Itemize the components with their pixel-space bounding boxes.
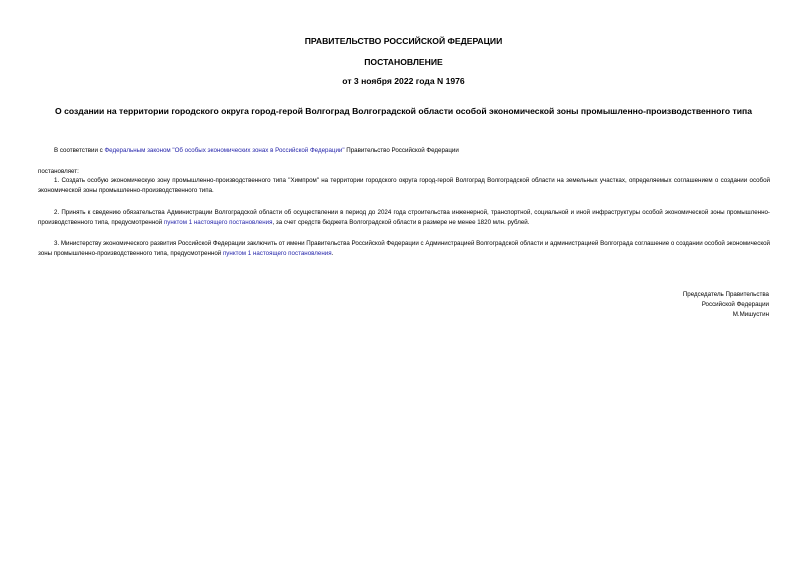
document-title: О создании на территории городского округа город-герой Волгоград Волгоградской области особой экономической зоны промышленно-производственного типа	[55, 106, 752, 116]
signature-name: М.Мишустин	[732, 311, 769, 318]
resolves-text: постановляет:	[38, 168, 79, 175]
point-1-link[interactable]: пунктом 1 настоящего постановления	[222, 250, 332, 257]
paragraph-1: 1. Создать особую экономическую зону промышленно-производственного типа "Химпром" на территории городского округа город-герой Волгоград Волгоградской области на земельных участках, определяемых соглашением о создании особой экономической зоны промышленно-производственного типа.	[38, 177, 770, 194]
paragraph-3-prefix: 3. Министерству экономического развития Российской Федерации заключить от имени Правительства Российской Федерации с Администрацией Волгоградской области и администрацией Волгограда соглашение о создании особой экономической зоны промышленно-производственного типа, предусмотренной	[38, 240, 770, 257]
date-number-heading: от 3 ноября 2022 года N 1976	[342, 76, 465, 86]
point-1-link[interactable]: пунктом 1 настоящего постановления	[163, 219, 273, 226]
paragraph-2-suffix: , за счет средств бюджета Волгоградской области в размере не менее 1820 млн. рублей.	[272, 219, 530, 226]
paragraph-2	[38, 208, 770, 228]
intro-paragraph	[38, 146, 770, 156]
federal-law-link[interactable]: Федеральным законом "Об особых экономических зонах в Российской Федерации"	[104, 147, 345, 154]
signature-org: Российской Федерации	[701, 301, 769, 308]
paragraph-2-prefix: 2. Принять к сведению обязательства Администрации Волгоградской области об осуществлении в период до 2024 года строительства инженерной, транспортной, социальной и иной инфраструктуры особой экономической зоны промышленно-производственного типа, предусмотренной	[38, 209, 770, 226]
paragraph-3	[38, 239, 770, 259]
paragraph-3-suffix: .	[331, 250, 334, 257]
document-kind-heading: ПОСТАНОВЛЕНИЕ	[364, 57, 443, 67]
signature-title: Председатель Правительства	[682, 291, 769, 298]
government-heading: ПРАВИТЕЛЬСТВО РОССИЙСКОЙ ФЕДЕРАЦИИ	[304, 36, 503, 46]
intro-suffix-text: Правительство Российской Федерации	[344, 147, 459, 154]
intro-prefix-text: В соответствии с	[54, 147, 105, 154]
